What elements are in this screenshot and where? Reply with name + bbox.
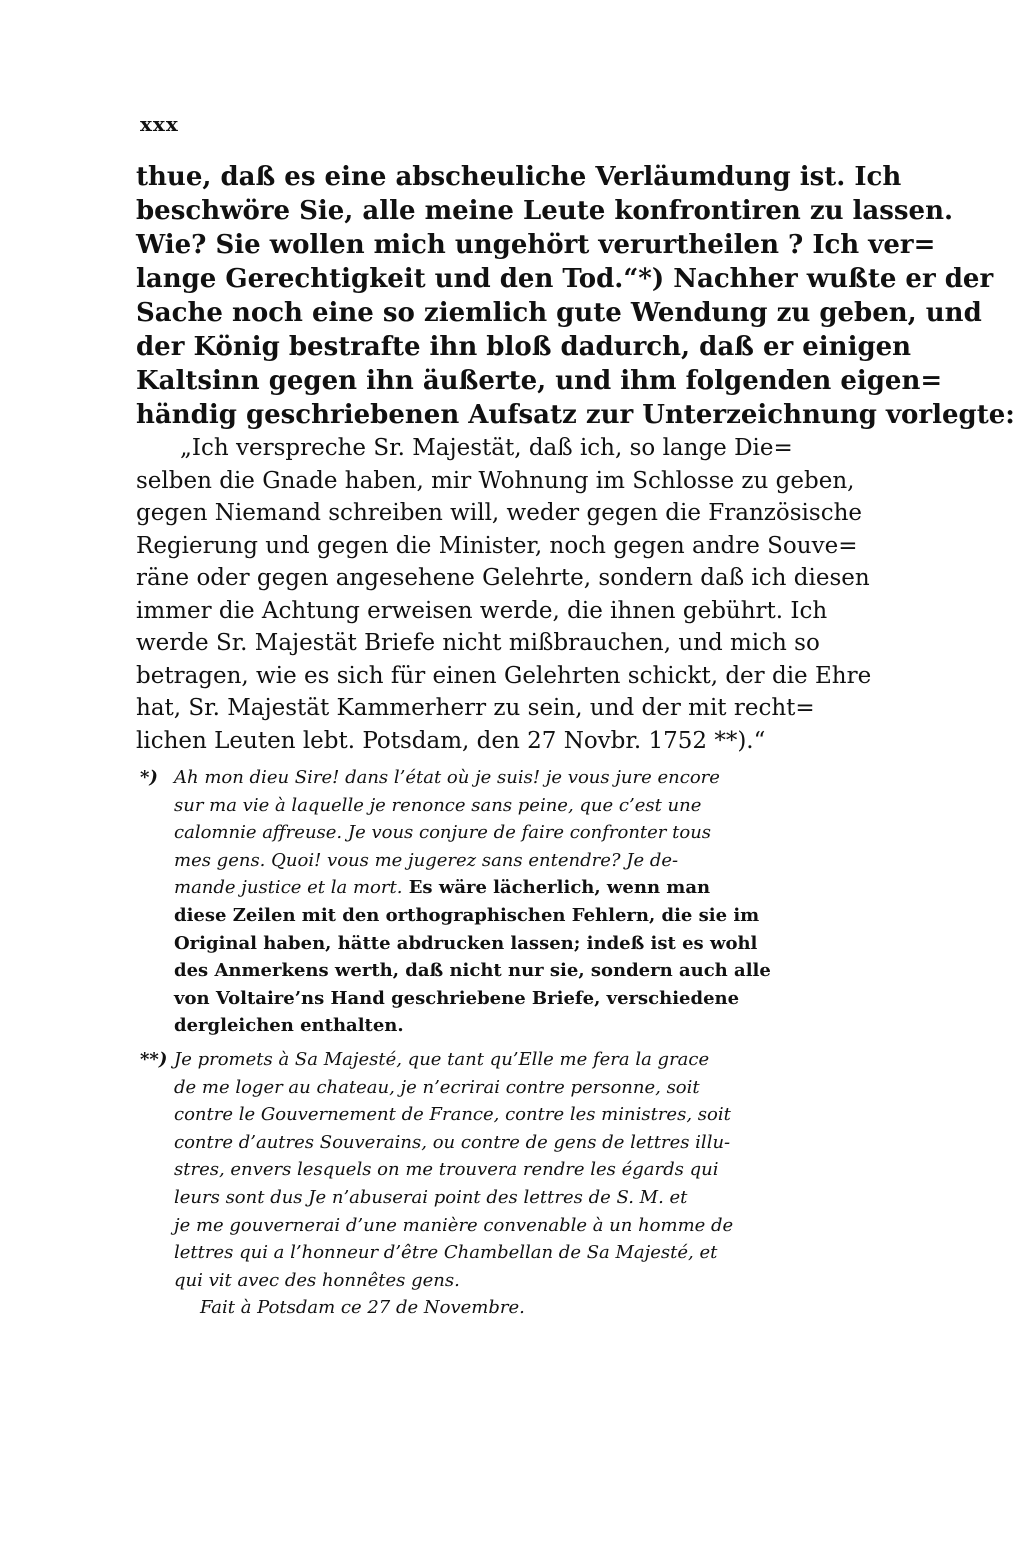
main-text	[136, 160, 1015, 757]
footnote-line: stres, envers lesquels on me trouvera rendre les égards qui	[174, 1159, 719, 1181]
footnote-line: qui vit avec des honnêtes gens.	[174, 1269, 460, 1291]
footnote-line: contre le Gouvernement de France, contre les ministres, soit	[174, 1104, 731, 1126]
footnote-line	[140, 764, 820, 792]
footnote-line: calomnie affreuse. Je vous conjure de faire confronter tous	[174, 822, 712, 844]
main-line: beschwöre Sie, alle meine Leute konfrontiren zu lassen.	[136, 196, 954, 226]
quote-line: selben die Gnade haben, mir Wohnung im Schlosse zu geben,	[136, 467, 855, 494]
footnote-line: sur ma vie à laquelle je renonce sans peine, que c’est une	[174, 794, 702, 816]
main-line: händig geschriebenen Aufsatz zur Unterzeichnung vorlegte:	[136, 400, 1015, 430]
footnote-line	[140, 1046, 820, 1074]
quote-line: Regierung und gegen die Minister, noch gegen andre Souve=	[136, 532, 858, 559]
quote-line: „Ich verspreche Sr. Majestät, daß ich, so lange Die=	[180, 435, 793, 461]
footnote-line	[140, 874, 820, 902]
footnotes	[140, 764, 820, 1322]
page-number: xxx	[140, 112, 179, 136]
footnote-line: leurs sont dus Je n’abuserai point des lettres de S. M. et	[174, 1186, 688, 1208]
footnote-marker: *)	[140, 767, 158, 788]
main-line: der König bestrafte ihn bloß dadurch, daß er einigen	[136, 332, 912, 362]
footnote-text-french: mande justice et la mort.	[174, 877, 403, 899]
footnote-1	[140, 764, 820, 1040]
footnote-2	[140, 1046, 820, 1322]
main-line: thue, daß es eine abscheuliche Verläumdung ist. Ich	[136, 162, 902, 192]
footnote-line: Original haben, hätte abdrucken lassen; indeß ist es wohl	[174, 932, 758, 954]
footnote-line: lettres qui a l’honneur d’être Chambellan de Sa Majesté, et	[174, 1242, 718, 1264]
footnote-line: von Voltaire’ns Hand geschriebene Briefe, verschiedene	[174, 987, 740, 1009]
footnote-line: mes gens. Quoi! vous me jugerez sans entendre? Je de-	[174, 849, 679, 871]
footnote-signature: Fait à Potsdam ce 27 de Novembre.	[200, 1297, 525, 1319]
quoted-declaration	[136, 432, 872, 757]
quote-line: immer die Achtung erweisen werde, die ihnen gebührt. Ich	[136, 597, 828, 624]
quote-line: lichen Leuten lebt. Potsdam, den 27 Novbr. 1752 **).“	[136, 727, 766, 754]
footnote-line: je me gouvernerai d’une manière convenable à un homme de	[174, 1214, 734, 1236]
quote-line: hat, Sr. Majestät Kammerherr zu sein, und der mit recht=	[136, 695, 815, 721]
footnote-line: diese Zeilen mit den orthographischen Fehlern, die sie im	[174, 904, 760, 926]
footnote-text: Je promets à Sa Majesté, que tant qu’Elle me fera la grace	[174, 1048, 710, 1070]
footnote-line: contre d’autres Souverains, ou contre de gens de lettres illu-	[174, 1131, 731, 1153]
footnote-line: de me loger au chateau, je n’ecrirai contre personne, soit	[174, 1076, 700, 1098]
main-line: Sache noch eine so ziemlich gute Wendung zu geben, und	[136, 298, 982, 328]
main-line: Kaltsinn gegen ihn äußerte, und ihm folgenden eigen=	[136, 366, 943, 396]
quote-line: betragen, wie es sich für einen Gelehrten schickt, der die Ehre	[136, 662, 872, 689]
footnote-line: des Anmerkens werth, daß nicht nur sie, sondern auch alle	[174, 960, 771, 982]
footnote-marker: **)	[140, 1048, 168, 1070]
quote-line: werde Sr. Majestät Briefe nicht mißbrauchen, und mich so	[136, 630, 820, 656]
footnote-line: dergleichen enthalten.	[174, 1015, 404, 1037]
quote-line: räne oder gegen angesehene Gelehrte, sondern daß ich diesen	[136, 565, 870, 591]
footnote-text-german: Es wäre lächerlich, wenn man	[402, 877, 711, 899]
footnote-text: Ah mon dieu Sire! dans l’état où je suis! je vous jure encore	[174, 767, 720, 788]
main-line: lange Gerechtigkeit und den Tod.“*) Nachher wußte er der	[136, 264, 994, 294]
quote-line: gegen Niemand schreiben will, weder gegen die Französische	[136, 500, 862, 526]
main-line: Wie? Sie wollen mich ungehört verurtheilen ? Ich ver=	[136, 230, 936, 260]
